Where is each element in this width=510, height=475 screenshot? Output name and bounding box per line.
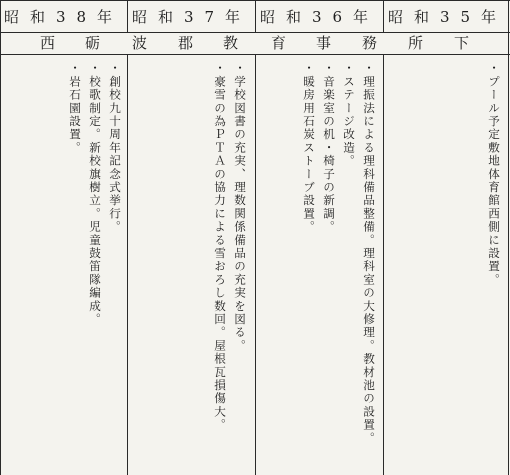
- year-header-s35: [384, 0, 510, 32]
- right-border: [508, 0, 509, 475]
- entry-s37-1: ・学校図書の充実、理数関係備品の充実を図る。: [233, 62, 247, 353]
- left-border: [0, 0, 1, 475]
- school-name-char: 育: [271, 34, 287, 52]
- school-name-char: 下: [454, 34, 470, 52]
- entry-s38-2: ・校歌制定。新校旗樹立。児童鼓笛隊編成。: [88, 62, 102, 326]
- year-label: 昭和36年: [259, 7, 380, 26]
- column-separator-3: [383, 54, 384, 475]
- year-label: 昭和38年: [3, 7, 124, 26]
- school-name-row: [0, 32, 510, 54]
- school-name-char: 事: [316, 34, 332, 52]
- entry-s37-2: ・豪雪の為ＰＴＡの協力による雪おろし数回。屋根瓦損傷大。: [213, 62, 227, 432]
- year-header-s36: [256, 0, 383, 32]
- entry-s36-3: ・音楽室の机・椅子の新調。: [322, 62, 336, 234]
- year-header-s38: [0, 0, 127, 32]
- school-name-char: 西: [40, 34, 56, 52]
- entry-s38-3: ・岩石園設置。: [68, 62, 82, 155]
- year-header-row: [0, 0, 510, 32]
- school-name-char: 教: [223, 34, 239, 52]
- entry-s36-4: ・暖房用石炭ストーブ設置。: [302, 62, 316, 234]
- column-separator-2: [255, 54, 256, 475]
- entry-s36-2: ・ステージ改造。: [342, 62, 356, 168]
- school-name-char: 波: [132, 34, 148, 52]
- entry-s35-1: ・プール予定敷地体育館西側に設置。: [487, 62, 501, 287]
- school-name-char: 郡: [178, 34, 194, 52]
- year-label: 昭和35年: [387, 7, 508, 26]
- school-name-char: 務: [362, 34, 378, 52]
- entry-s36-1: ・理振法による理科備品整備。理科室の大修理。教材池の設置。: [362, 62, 376, 445]
- year-label: 昭和37年: [131, 7, 252, 26]
- entry-s38-1: ・創校九十周年記念式挙行。: [108, 62, 122, 234]
- year-header-s37: [128, 0, 255, 32]
- column-separator-1: [127, 54, 128, 475]
- school-name-char: 所: [408, 34, 424, 52]
- school-name-char: 砺: [85, 34, 101, 52]
